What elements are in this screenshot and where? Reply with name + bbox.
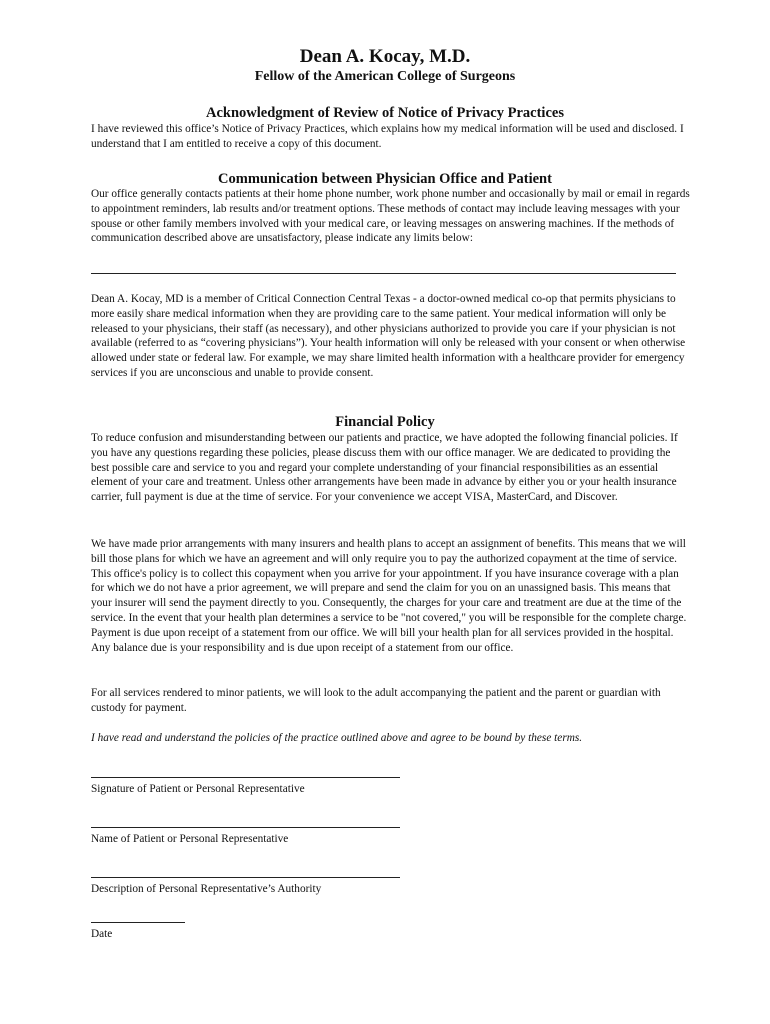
communication-heading: Communication between Physician Office and Patient (218, 171, 552, 187)
financial-paragraph-1: To reduce confusion and misunderstanding between our patients and practice, we have adopted the following financial policies. If you have any questions regarding these policies, please discuss them with our office manager. We are dedicated to providing the best possible care and service to you and regard your complete understanding of your financial responsibilities as an essential element of your care and treatment. Unless other arrangements have been made in advance by either you or your health insurance carrier, full payment is due at the time of service. For your convenience we accept VISA, MasterCard, and Discover. (91, 432, 678, 504)
date-line[interactable] (91, 922, 185, 923)
communication-limits-line[interactable] (91, 273, 676, 274)
coop-paragraph: Dean A. Kocay, MD is a member of Critical Connection Central Texas - a doctor-owned medical co-op that permits physicians to more easily share medical information when they are providing care to the same patient. Your medical information will only be released to your physicians, their staff (as necessary), and other physicians authorized to provide you care if your physician is not available (referred to as “covering physicians”). Your health information will only be released with your consent or when otherwise allowed under state or federal law. For example, we may share limited health information with a healthcare provider for emergency services if you are unconscious and unable to provide consent. (91, 293, 686, 379)
date-label: Date (91, 928, 113, 940)
communication-paragraph: Our office generally contacts patients at their home phone number, work phone number and occasionally by mail or email in regards to appointment reminders, lab results and/or treatment options. These methods of contact may include leaving messages with your spouse or other family members involved with your medical care, or leaving messages on answering machines. If the methods of communication described above are unsatisfactory, please indicate any limits below: (91, 188, 690, 245)
authority-line[interactable] (91, 877, 400, 878)
agreement-statement: I have read and understand the policies of the practice outlined above and agree to be bound by these terms. (91, 732, 583, 744)
financial-heading: Financial Policy (335, 414, 435, 430)
financial-paragraph-2: We have made prior arrangements with many insurers and health plans to accept an assignment of benefits. This means that we will bill those plans for which we have an agreement and will only require you to pay the authorized copayment at the time of service. This office's policy is to collect this copayment when you arrive for your appointment. If you have insurance coverage with a plan for which we do not have a prior agreement, we will prepare and send the claim for you on an unassigned basis. This means that your insurer will send the payment directly to you. Consequently, the charges for your care and treatment are due at the time of the service. In the event that your health plan determines a service to be "not covered," you will be responsible for the complete charge. Payment is due upon receipt of a statement from our office. We will bill your health plan for all services provided in the hospital. Any balance due is your responsibility and is due upon receipt of a statement from our office. (91, 538, 687, 654)
name-label: Name of Patient or Personal Representative (91, 833, 289, 845)
page-subtitle: Fellow of the American College of Surgeons (254, 69, 516, 84)
privacy-heading: Acknowledgment of Review of Notice of Privacy Practices (206, 105, 564, 121)
authority-label: Description of Personal Representative’s Authority (91, 883, 322, 895)
page-title: Dean A. Kocay, M.D. (299, 46, 471, 67)
name-line[interactable] (91, 827, 400, 828)
signature-label: Signature of Patient or Personal Representative (91, 783, 305, 795)
financial-paragraph-3: For all services rendered to minor patients, we will look to the adult accompanying the patient and the parent or guardian with custody for payment. (91, 687, 661, 714)
signature-line[interactable] (91, 777, 400, 778)
privacy-paragraph: I have reviewed this office’s Notice of Privacy Practices, which explains how my medical information will be used and disclosed. I understand that I am entitled to receive a copy of this document. (91, 123, 684, 150)
